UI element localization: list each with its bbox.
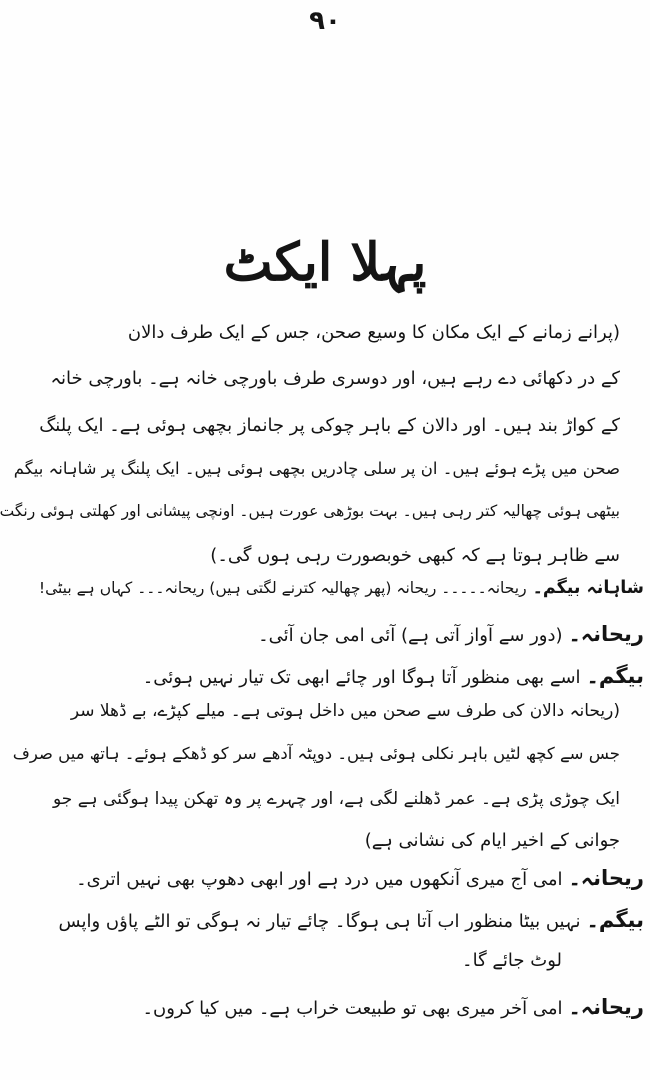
dialogue-text: (دور سے آواز آتی ہے) آئی امی جان آئی۔ [258, 625, 563, 646]
dialogue-line [258, 622, 644, 646]
speaker-name: شاہانہ بیگم۔ [532, 578, 644, 598]
dialogue-line [143, 664, 644, 688]
stage-direction-line: جوانی کے اخیر ایام کی نشانی ہے) [364, 830, 620, 851]
stage-direction-line: (پرانے زمانے کے ایک مکان کا وسیع صحن، جس کے ایک طرف دالان [127, 322, 620, 343]
dialogue-text: اسے بھی منظور آتا ہوگا اور چائے ابھی تک تیار نہیں ہوئی۔ [142, 667, 581, 688]
dialogue-line [462, 950, 562, 971]
dialogue-line [76, 866, 644, 890]
stage-direction-line: کے کواڑ بند ہیں۔ اور دالان کے باہر چوکی پر جانماز بچھی ہوئی ہے۔ ایک پلنگ [39, 415, 620, 436]
dialogue-line [59, 908, 644, 932]
speaker-name: بیگم۔ [586, 664, 644, 688]
stage-direction-line: سے ظاہر ہوتا ہے کہ کبھی خوبصورت رہی ہوں گی۔) [210, 545, 620, 566]
stage-direction-line: صحن میں پڑے ہوئے ہیں۔ ان پر سلی چادریں بچھی ہوئی ہیں۔ ایک پلنگ پر شاہانہ بیگم [13, 459, 620, 478]
stage-direction-line: ایک چوڑی پڑی ہے۔ عمر ڈھلنے لگی ہے، اور چہرے پر وہ تھکن پیدا ہوگئی ہے جو [53, 789, 620, 809]
speaker-name: بیگم۔ [586, 908, 644, 932]
page-number: ۹۰ [309, 6, 341, 36]
speaker-name: ریحانہ۔ [568, 995, 644, 1019]
dialogue-text: لوٹ جائے گا۔ [462, 950, 562, 971]
act-title: پہلا ایکٹ [223, 232, 427, 293]
dialogue-line [142, 995, 644, 1019]
stage-direction-line: کے در دکھائی دے رہے ہیں، اور دوسری طرف باورچی خانہ ہے۔ باورچی خانہ [50, 368, 620, 389]
dialogue-text: امی آخر میری بھی تو طبیعت خراب ہے۔ میں کیا کروں۔ [142, 998, 563, 1019]
dialogue-text: امی آج میری آنکھوں میں درد ہے اور ابھی دھوپ بھی نہیں اتری۔ [76, 869, 563, 890]
speaker-name: ریحانہ۔ [568, 866, 644, 890]
stage-direction-line: جس سے کچھ لٹیں باہر نکلی ہوئی ہیں۔ دوپٹہ آدھے سر کو ڈھکے ہوئے۔ ہاتھ میں صرف [12, 744, 620, 763]
dialogue-line [39, 578, 644, 598]
stage-direction-line: بیٹھی ہوئی چھالیہ کتر رہی ہیں۔ بہت بوڑھی عورت ہیں۔ اونچی پیشانی اور کھلتی ہوئی رنگت [0, 502, 620, 520]
dialogue-text: نہیں بیٹا منظور اب آتا ہی ہوگا۔ چائے تیار نہ ہوگی تو الٹے پاؤں واپس [58, 911, 581, 932]
speaker-name: ریحانہ۔ [568, 622, 644, 646]
stage-direction-line: (ریحانہ دالان کی طرف سے صحن میں داخل ہوتی ہے۔ میلے کپڑے، بے ڈھلا سر [70, 701, 620, 721]
dialogue-text: ریحانہ۔۔۔۔۔ ریحانہ (پھر چھالیہ کترنے لگتی ہیں) ریحانہ۔۔۔ کہاں ہے بیٹی! [38, 579, 527, 597]
